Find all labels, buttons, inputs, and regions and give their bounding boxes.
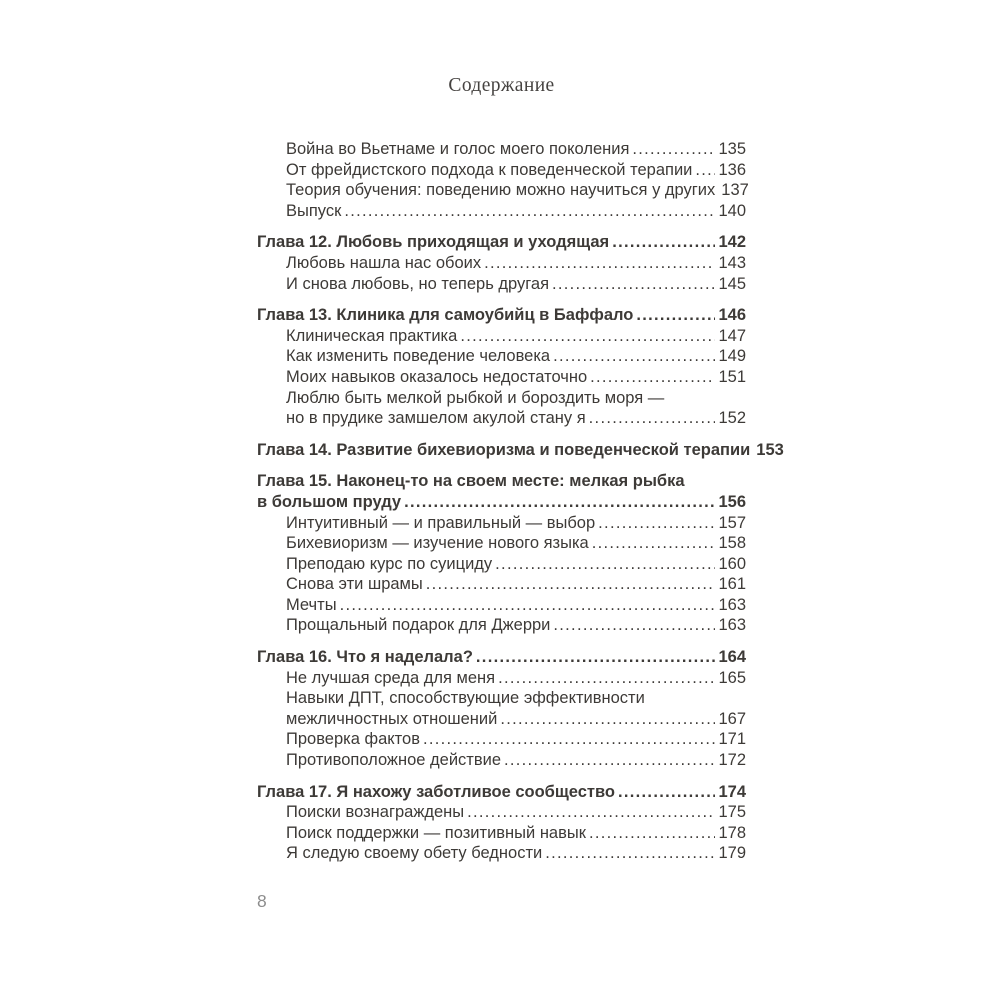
dot-leader [500,709,715,730]
dot-leader [598,513,715,534]
toc-entry-page: 163 [718,595,746,614]
toc-entry [257,574,746,595]
toc-entry-label: Любовь нашла нас обоих [286,253,482,272]
toc-group [257,647,746,771]
toc-entry [257,305,746,326]
toc-entry-label: Глава 13. Клиника для самоубийц в Баффало [257,306,634,325]
toc-entry-label: Глава 17. Я нахожу заботливое сообщество [257,782,616,801]
toc-entry-wrapped-line: Навыки ДПТ, способствующие эффективности [286,689,645,708]
toc-entry-label: Глава 16. Что я наделала? [257,648,473,667]
toc-entry [257,554,746,575]
toc-entry [257,823,746,844]
toc-entry-page: 158 [718,534,746,553]
toc-entry-page: 145 [718,274,746,293]
toc-entry-page: 178 [718,823,746,842]
toc-entry-page: 149 [718,347,746,366]
toc-entry-label: Поиск поддержки — позитивный навык [286,823,586,842]
toc-entry-page: 135 [718,140,746,158]
toc-entry-page: 172 [718,751,746,770]
toc-entry-label: Война во Вьетнаме и голос моего поколения [286,140,630,158]
toc-entry [257,160,746,181]
toc-entry [257,802,746,823]
toc-entry [257,180,749,201]
toc-entry [257,232,746,253]
toc-content [257,75,784,875]
dot-leader [476,647,716,668]
toc-entry-label: Снова эти шрамы [286,575,423,594]
toc-entry [257,326,746,347]
dot-leader [589,408,716,429]
toc-entry-page: 167 [718,709,746,728]
toc-entry-label: Клиническая практика [286,326,458,345]
toc-list [257,139,784,864]
toc-entry-label: Интуитивный — и правильный — выбор [286,513,596,532]
toc-entry-page: 142 [718,233,746,252]
toc-entry-page: 153 [756,440,784,459]
toc-entry-label: Моих навыков оказалось недостаточно [286,367,588,386]
dot-leader [636,305,715,326]
toc-entry-page: 156 [718,492,746,511]
toc-entry [257,201,746,222]
toc-group [257,471,746,636]
dot-leader [404,492,715,513]
toc-entry-page: 152 [718,409,746,428]
toc-entry-page: 137 [721,181,749,200]
dot-leader [344,201,715,222]
dot-leader [632,139,715,160]
toc-entry [257,253,746,274]
toc-entry-label: но в прудике замшелом акулой стану я [286,409,586,428]
toc-entry-label: Глава 12. Любовь приходящая и уходящая [257,233,610,252]
toc-group [257,139,749,221]
dot-leader [423,729,716,750]
toc-entry [257,782,746,803]
dot-leader [592,533,716,554]
toc-entry [257,492,746,513]
dot-leader [460,326,715,347]
toc-entry-label: Поиски вознаграждены [286,803,465,822]
dot-leader [695,160,715,181]
toc-entry [257,533,746,554]
toc-entry-page: 151 [718,367,746,386]
toc-entry [257,647,746,668]
toc-entry-label: Не лучшая среда для меня [286,668,496,687]
dot-leader [590,367,715,388]
dot-leader [340,595,716,616]
toc-group [257,782,746,864]
toc-entry [257,274,746,295]
toc-entry [257,440,784,461]
dot-leader [498,668,715,689]
toc-entry-page: 175 [718,803,746,822]
toc-entry-page: 165 [718,668,746,687]
toc-entry-wrapped-line: Глава 15. Наконец-то на своем месте: мелкая рыбка [257,472,685,491]
page-number: 8 [257,891,267,911]
toc-entry-page: 140 [718,201,746,220]
page-title: Содержание [448,75,555,96]
toc-entry-wrapped-line: Люблю быть мелкой рыбкой и бороздить моря — [286,388,665,407]
toc-entry-page: 147 [718,326,746,345]
toc-entry [257,513,746,534]
toc-entry-label: Бихевиоризм — изучение нового языка [286,534,589,553]
dot-leader [495,554,715,575]
toc-entry-page: 164 [718,648,746,667]
toc-entry-label: межличностных отношений [286,709,498,728]
toc-entry [257,668,746,689]
toc-entry [257,139,746,160]
toc-entry-label: Глава 14. Развитие бихевиоризма и поведенческой терапии [257,440,751,459]
toc-entry-label: От фрейдистского подхода к поведенческой терапии [286,160,693,179]
toc-group [257,440,784,461]
dot-leader [618,782,715,803]
toc-entry [257,346,746,367]
toc-entry [257,843,746,864]
toc-entry-label: Преподаю курс по суициду [286,554,493,573]
toc-entry-page: 174 [718,782,746,801]
toc-entry-label: Выпуск [286,201,342,220]
toc-entry-label: Мечты [286,595,337,614]
toc-entry-page: 146 [718,306,746,325]
toc-entry [257,367,746,388]
dot-leader [545,843,715,864]
toc-entry-page: 160 [718,554,746,573]
toc-entry [257,729,746,750]
toc-entry-page: 179 [718,844,746,863]
dot-leader [612,232,715,253]
toc-entry-page: 157 [718,513,746,532]
toc-entry [257,750,746,771]
toc-entry-page: 163 [718,616,746,635]
toc-entry-page: 161 [718,575,746,594]
dot-leader [553,346,715,367]
toc-entry-label: Как изменить поведение человека [286,347,551,366]
dot-leader [589,823,716,844]
toc-entry-page: 171 [718,730,746,749]
toc-entry-label: Я следую своему обету бедности [286,844,543,863]
toc-entry-label: Прощальный подарок для Джерри [286,616,551,635]
dot-leader [484,253,715,274]
dot-leader [552,274,715,295]
toc-entry-page: 143 [718,253,746,272]
toc-entry-label: Противоположное действие [286,751,502,770]
toc-entry [257,709,746,730]
toc-group [257,232,746,294]
toc-entry [257,595,746,616]
dot-leader [504,750,715,771]
dot-leader [467,802,715,823]
toc-entry-label: И снова любовь, но теперь другая [286,274,550,293]
toc-entry [257,408,746,429]
toc-entry [257,615,746,636]
toc-entry-page: 136 [718,160,746,179]
dot-leader [553,615,715,636]
toc-entry-label: Проверка фактов [286,730,420,749]
toc-group [257,305,746,429]
toc-entry-label: Теория обучения: поведению можно научиться у других [286,181,716,200]
toc-entry-label: в большом пруду [257,492,402,511]
dot-leader [426,574,716,595]
